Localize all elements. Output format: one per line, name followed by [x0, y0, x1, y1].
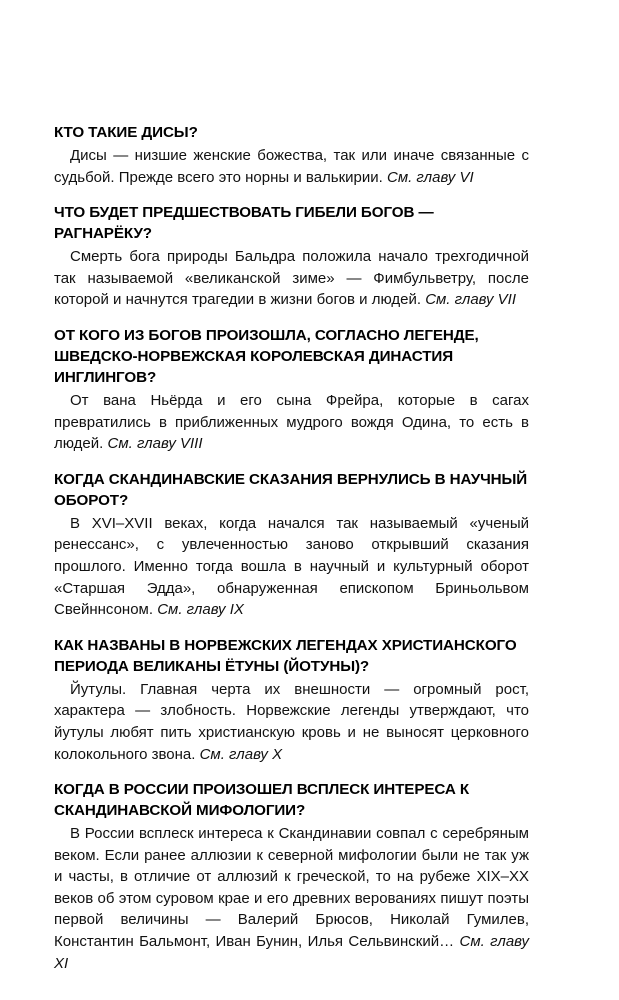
- answer-text: В России всплеск интереса к Скандинавии совпал с серебряным веком. Если ранее аллюзии к северной мифологии были не так уж и часты, в отличие от аллюзий к греческой, то на рубеже XIX–XX веков об этом суровом крае и его древних верованиях пишут поэты первой величины — Валерий Брюсов, Николай Гумилев, Константин Бальмонт, Иван Бунин, Илья Сельвинский…: [54, 825, 529, 951]
- answer-paragraph: [54, 145, 529, 188]
- answer-text: От вана Ньёрда и его сына Фрейра, которые в сагах превратились в приближенных мудрого вождя Одина, то есть в людей.: [54, 391, 529, 453]
- chapter-reference: См. главу VII: [425, 291, 517, 309]
- qa-item-2: [54, 202, 529, 311]
- qa-item-4: [54, 469, 529, 621]
- chapter-reference: См. главу XI: [54, 933, 529, 972]
- answer-text: В XVI–XVII веках, когда начался так называемый «ученый ренессанс», с увлеченностью заново открывший сказания прошлого. Именно тогда вошла в научный и культурный оборот «Старшая Эдда», обнаруженная епископом Бриньольвом Свейннсоном.: [54, 514, 529, 619]
- page-text: [54, 122, 529, 988]
- answer-paragraph: [54, 513, 529, 621]
- chapter-reference: См. главу VIII: [107, 435, 203, 453]
- question-heading: КОГДА СКАНДИНАВСКИЕ СКАЗАНИЯ ВЕРНУЛИСЬ В НАУЧНЫЙ ОБОРОТ?: [54, 470, 528, 509]
- question-heading: КТО ТАКИЕ ДИСЫ?: [54, 124, 198, 141]
- chapter-reference: См. главу VI: [386, 168, 474, 186]
- question-heading: ОТ КОГО ИЗ БОГОВ ПРОИЗОШЛА, СОГЛАСНО ЛЕГЕНДЕ, ШВЕДСКО-НОРВЕЖСКАЯ КОРОЛЕВСКАЯ ДИНАСТИЯ ИНГЛИНГОВ?: [54, 326, 479, 386]
- answer-paragraph: [54, 679, 529, 765]
- answer-paragraph: [54, 823, 529, 974]
- qa-item-6: [54, 779, 529, 974]
- answer-text: Йутулы. Главная черта их внешности — огромный рост, характера — злобность. Норвежские легенды утверждают, что йутулы любят пить христианскую кровь и не выносят церковного колокольного звона.: [54, 680, 529, 763]
- qa-item-3: [54, 325, 529, 455]
- question-heading: КОГДА В РОССИИ ПРОИЗОШЕЛ ВСПЛЕСК ИНТЕРЕСА К СКАНДИНАВСКОЙ МИФОЛОГИИ?: [54, 781, 470, 820]
- answer-text: Смерть бога природы Бальдра положила начало трехгодичной так называемой «великанской зиме» — Фимбульветру, после которой и начнутся трагедии в жизни богов и людей.: [54, 248, 529, 309]
- question-heading: ЧТО БУДЕТ ПРЕДШЕСТВОВАТЬ ГИБЕЛИ БОГОВ — РАГНАРЁКУ?: [54, 204, 434, 243]
- answer-paragraph: [54, 246, 529, 311]
- chapter-reference: См. главу IX: [157, 601, 244, 619]
- question-heading: КАК НАЗВАНЫ В НОРВЕЖСКИХ ЛЕГЕНДАХ ХРИСТИАНСКОГО ПЕРИОДА ВЕЛИКАНЫ ЁТУНЫ (ЙОТУНЫ)?: [54, 636, 517, 675]
- qa-item-1: [54, 122, 529, 188]
- answer-paragraph: [54, 390, 529, 455]
- chapter-reference: См. главу X: [199, 745, 283, 763]
- qa-item-5: [54, 635, 529, 765]
- answer-text: Дисы — низшие женские божества, так или иначе связанные с судьбой. Прежде всего это норны и валькирии.: [54, 147, 529, 186]
